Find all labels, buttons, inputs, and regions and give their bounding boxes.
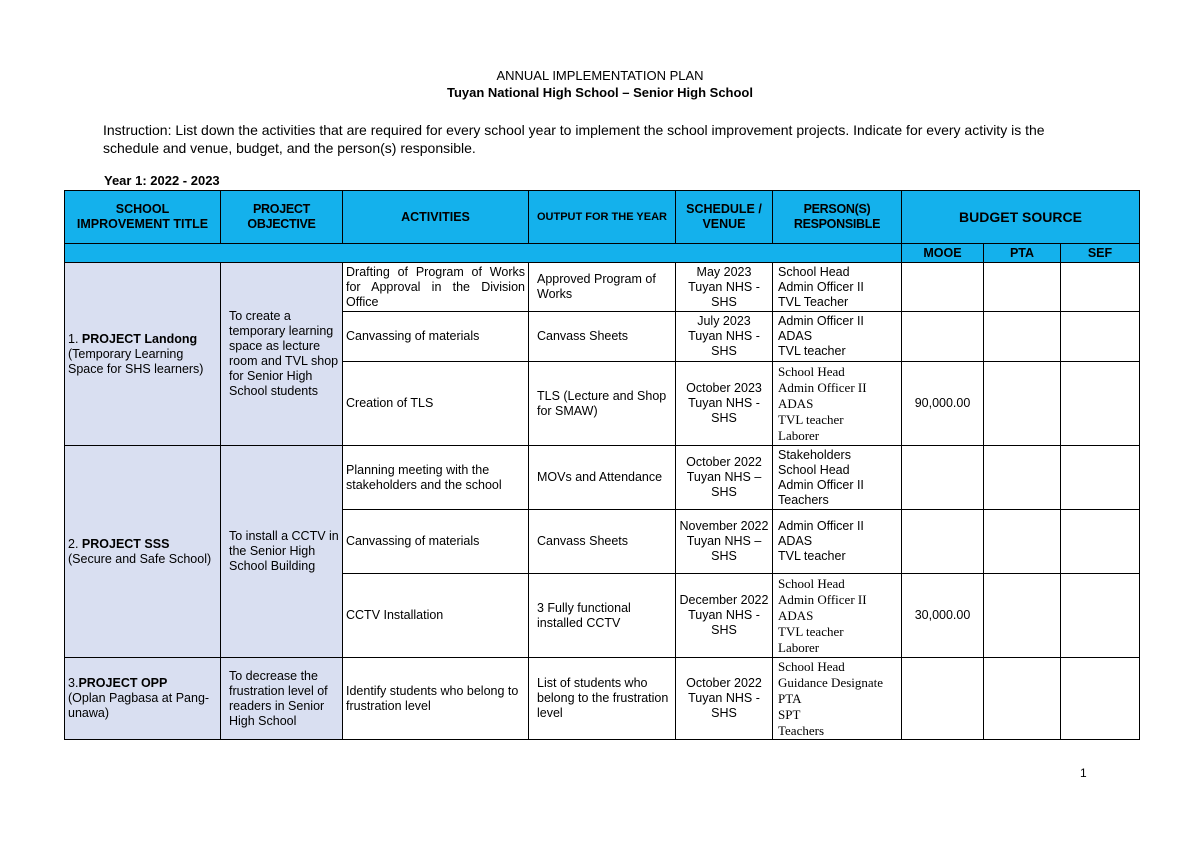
subheader-row [65, 244, 1140, 263]
output-cell: List of students who belong to the frustration level [529, 658, 676, 740]
project-title-cell [65, 446, 221, 658]
header-mooe: MOOE [902, 244, 984, 263]
project-title-cell [65, 263, 221, 446]
schedule-cell: November 2022 Tuyan NHS – SHS [676, 510, 773, 574]
activity-cell: CCTV Installation [343, 574, 529, 658]
header-activities: ACTIVITIES [343, 191, 529, 244]
output-cell: TLS (Lecture and Shop for SMAW) [529, 362, 676, 446]
header-output: OUTPUT FOR THE YEAR [529, 191, 676, 244]
project-objective: To install a CCTV in the Senior High School Building [221, 446, 343, 658]
sef-cell [1061, 510, 1140, 574]
project-name: PROJECT OPP [78, 676, 168, 690]
schedule-cell: October 2022 Tuyan NHS – SHS [676, 446, 773, 510]
sef-cell [1061, 574, 1140, 658]
project-title-cell [65, 658, 221, 740]
plan-body [65, 263, 1140, 740]
schedule-cell: December 2022 Tuyan NHS - SHS [676, 574, 773, 658]
header-persons: PERSON(S) RESPONSIBLE [773, 191, 902, 244]
project-name: PROJECT SSS [81, 536, 170, 551]
output-cell: 3 Fully functional installed CCTV [529, 574, 676, 658]
table-row [65, 263, 1140, 312]
pta-cell [984, 263, 1061, 312]
sef-cell [1061, 263, 1140, 312]
persons-cell: Admin Officer II ADAS TVL teacher [773, 312, 902, 362]
pta-cell [984, 574, 1061, 658]
project-objective: To create a temporary learning space as lecture room and TVL shop for Senior High School students [221, 263, 343, 446]
activity-cell: Drafting of Program of Works for Approval in the Division Office [343, 263, 529, 312]
schedule-cell: October 2022 Tuyan NHS - SHS [676, 658, 773, 740]
project-description: (Oplan Pagbasa at Pang-unawa) [68, 691, 210, 720]
schedule-cell: May 2023 Tuyan NHS - SHS [676, 263, 773, 312]
activity-cell: Creation of TLS [343, 362, 529, 446]
output-cell: Canvass Sheets [529, 312, 676, 362]
output-cell: MOVs and Attendance [529, 446, 676, 510]
sef-cell [1061, 312, 1140, 362]
project-objective: To decrease the frustration level of readers in Senior High School [221, 658, 343, 740]
pta-cell [984, 362, 1061, 446]
mooe-cell [902, 510, 984, 574]
mooe-cell [902, 658, 984, 740]
project-description: (Temporary Learning Space for SHS learners) [68, 346, 204, 376]
header-pta: PTA [984, 244, 1061, 263]
sef-cell [1061, 658, 1140, 740]
header-objective: PROJECT OBJECTIVE [221, 191, 343, 244]
persons-cell: Admin Officer II ADAS TVL teacher [773, 510, 902, 574]
instruction-text: Instruction: List down the activities that are required for every school year to implement the school improvement projects. Indicate for every activity is the schedule and venue, budget, and the person(s) responsible. [103, 122, 1045, 156]
persons-cell: School Head Admin Officer II ADAS TVL teacher Laborer [773, 574, 902, 658]
mooe-cell [902, 263, 984, 312]
year-label: Year 1: 2022 - 2023 [104, 173, 220, 188]
pta-cell [984, 312, 1061, 362]
activity-cell: Canvassing of materials [343, 312, 529, 362]
activity-cell: Identify students who belong to frustration level [343, 658, 529, 740]
schedule-cell: July 2023 Tuyan NHS - SHS [676, 312, 773, 362]
project-description: (Secure and Safe School) [68, 551, 212, 566]
header-schedule: SCHEDULE / VENUE [676, 191, 773, 244]
implementation-plan-table [64, 190, 1140, 740]
header-title: SCHOOL IMPROVEMENT TITLE [65, 191, 221, 244]
table-row [65, 658, 1140, 740]
output-cell: Canvass Sheets [529, 510, 676, 574]
persons-cell: Stakeholders School Head Admin Officer II Teachers [773, 446, 902, 510]
mooe-cell: 30,000.00 [902, 574, 984, 658]
persons-cell: School Head Admin Officer II TVL Teacher [773, 263, 902, 312]
activity-cell: Canvassing of materials [343, 510, 529, 574]
pta-cell [984, 510, 1061, 574]
header-row [65, 191, 1140, 244]
project-number: 2. [68, 536, 82, 551]
document-subtitle: Tuyan National High School – Senior High School [446, 85, 753, 100]
header-sef: SEF [1061, 244, 1140, 263]
sef-cell [1061, 362, 1140, 446]
project-name: PROJECT Landong [81, 331, 198, 346]
document-title: ANNUAL IMPLEMENTATION PLAN [496, 68, 704, 83]
persons-cell: School Head Admin Officer II ADAS TVL teacher Laborer [773, 362, 902, 446]
header-budget-source: BUDGET SOURCE [902, 191, 1140, 244]
sef-cell [1061, 446, 1140, 510]
pta-cell [984, 658, 1061, 740]
pta-cell [984, 446, 1061, 510]
table-row [65, 446, 1140, 510]
page-number: 1 [1080, 766, 1087, 780]
persons-cell: School Head Guidance Designate PTA SPT Teachers [773, 658, 902, 740]
project-number: 3. [68, 676, 79, 690]
project-number: 1. [68, 331, 82, 346]
output-cell: Approved Program of Works [529, 263, 676, 312]
schedule-cell: October 2023 Tuyan NHS - SHS [676, 362, 773, 446]
mooe-cell: 90,000.00 [902, 362, 984, 446]
activity-cell: Planning meeting with the stakeholders and the school [343, 446, 529, 510]
mooe-cell [902, 446, 984, 510]
mooe-cell [902, 312, 984, 362]
subheader-band [65, 244, 902, 263]
